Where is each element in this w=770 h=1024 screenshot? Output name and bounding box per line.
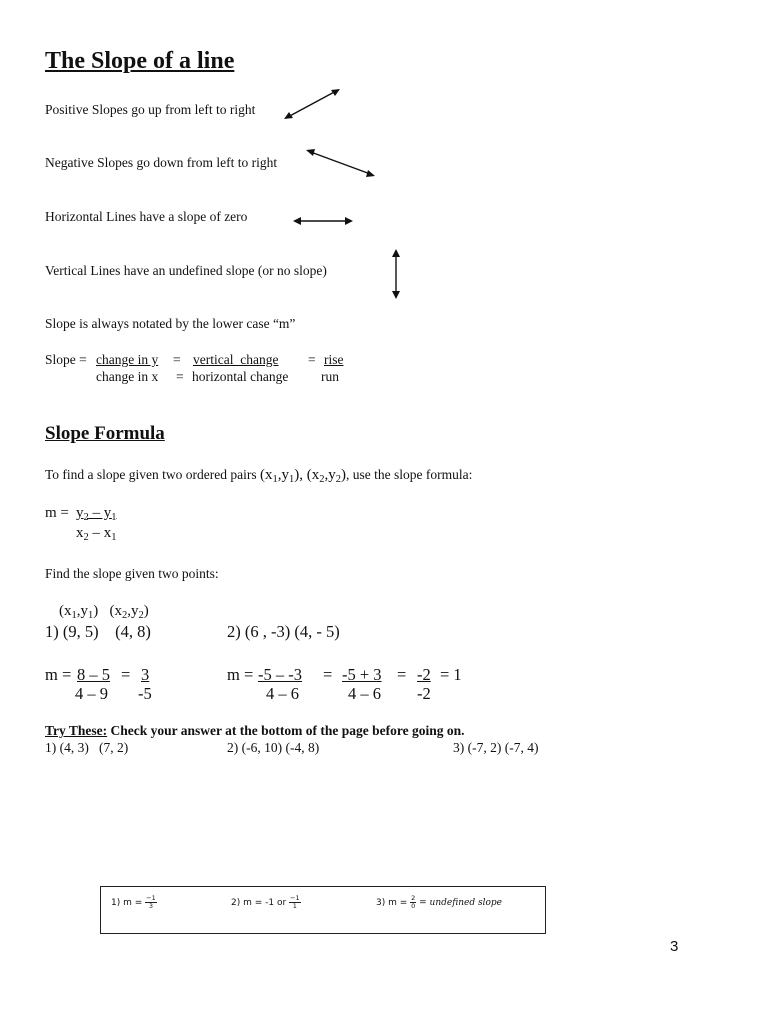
answer-1-denominator: 3	[148, 902, 153, 910]
slope-formula-numerator: $y_2 - y_1$	[76, 505, 117, 523]
slope-def-num-rise: rise	[324, 352, 344, 367]
answer-3-denominator: 0	[411, 902, 416, 910]
horizontal-line-text: Horizontal Lines have a slope of zero	[45, 209, 248, 224]
ordered-pairs-notation: $(x_1,y_1)$, $(x_2,y_2)$	[260, 467, 346, 485]
slope-def-equals-2: =	[308, 352, 316, 367]
example-1-m: m =	[45, 665, 72, 684]
try-problem-1: 1) (4, 3) (7, 2)	[45, 740, 129, 755]
example-1-equals: =	[121, 665, 131, 684]
formula-intro-start: To find a slope given two ordered pairs	[45, 467, 260, 482]
slope-def-num-change-y: change in y	[96, 352, 159, 367]
negative-slope-text: Negative Slopes go down from left to right	[45, 155, 278, 170]
positive-slope-arrow-icon	[280, 84, 344, 124]
notation-text: Slope is always notated by the lower case “m”	[45, 316, 296, 331]
page-number: 3	[670, 938, 679, 955]
example-2-numerator-1: -5 – -3	[258, 665, 302, 684]
example-1-result-numerator: 3	[141, 665, 150, 684]
answer-3-prefix: 3) m =	[376, 898, 411, 908]
formula-intro	[45, 467, 472, 484]
slope-def-den-change-x: change in x	[96, 369, 159, 384]
answer-3-suffix: = undefined slope	[416, 898, 502, 908]
positive-slope-text: Positive Slopes go up from left to right	[45, 102, 256, 117]
slope-formula-heading: Slope Formula	[45, 423, 165, 444]
vertical-line-text: Vertical Lines have an undefined slope (or no slope)	[45, 263, 327, 278]
example-2-denominator-1: 4 – 6	[266, 684, 299, 703]
try-these	[45, 723, 465, 739]
slope-formula-m: m =	[45, 505, 69, 521]
example-2-equals-1: =	[323, 665, 333, 684]
example-1-points: 1) (9, 5) (4, 8)	[45, 622, 151, 641]
answer-2-fraction	[289, 895, 301, 910]
answer-2-denominator: 1	[292, 902, 297, 910]
answer-2-numerator: −1	[290, 894, 300, 902]
example-2-denominator-3: -2	[417, 684, 431, 703]
answer-1	[111, 895, 157, 910]
negative-slope-arrow-icon	[304, 146, 378, 180]
slope-def-equals-1: =	[173, 352, 181, 367]
slope-def-equals-3: =	[176, 369, 184, 384]
answer-box	[100, 886, 546, 934]
example-1-result-denominator: -5	[138, 684, 152, 703]
example-1-denominator: 4 – 9	[75, 684, 108, 703]
try-these-instruction: Check your answer at the bottom of the page before going on.	[107, 723, 465, 738]
answer-3	[376, 895, 502, 910]
example-2-points: 2) (6 , -3) (4, - 5)	[227, 622, 340, 641]
answer-1-numerator: −1	[146, 894, 156, 902]
try-problem-3: 3) (-7, 2) (-7, 4)	[453, 740, 539, 755]
example-2-m: m =	[227, 665, 254, 684]
example-point-labels: $(x_1,y_1)$ $(x_2,y_2)$	[59, 603, 149, 621]
answer-3-numerator: 2	[411, 894, 416, 902]
try-problem-2: 2) (-6, 10) (-4, 8)	[227, 740, 320, 755]
try-these-label: Try These:	[45, 723, 108, 738]
examples-intro: Find the slope given two points:	[45, 566, 219, 581]
answer-1-prefix: 1) m =	[111, 898, 146, 908]
example-2-denominator-2: 4 – 6	[348, 684, 381, 703]
example-2-equals-2: =	[397, 665, 407, 684]
slope-def-num-vertical: vertical change	[193, 352, 279, 367]
vertical-arrow-icon	[389, 248, 403, 300]
example-2-numerator-2: -5 + 3	[342, 665, 382, 684]
example-1-numerator: 8 – 5	[77, 665, 110, 684]
slope-def-prefix: Slope =	[45, 352, 87, 367]
page-title: The Slope of a line	[45, 48, 235, 74]
example-2-equals-3: = 1	[440, 665, 462, 684]
example-2-numerator-3: -2	[417, 665, 431, 684]
slope-def-den-run: run	[321, 369, 339, 384]
horizontal-arrow-icon	[292, 214, 354, 228]
answer-2-prefix: 2) m = -1 or	[231, 898, 290, 908]
slope-def-den-horizontal: horizontal change	[192, 369, 289, 384]
answer-2	[231, 895, 301, 910]
formula-intro-end: , use the slope formula:	[346, 467, 473, 482]
slope-formula-denominator: $x_2 - x_1$	[76, 525, 117, 543]
answer-1-fraction	[145, 895, 157, 910]
